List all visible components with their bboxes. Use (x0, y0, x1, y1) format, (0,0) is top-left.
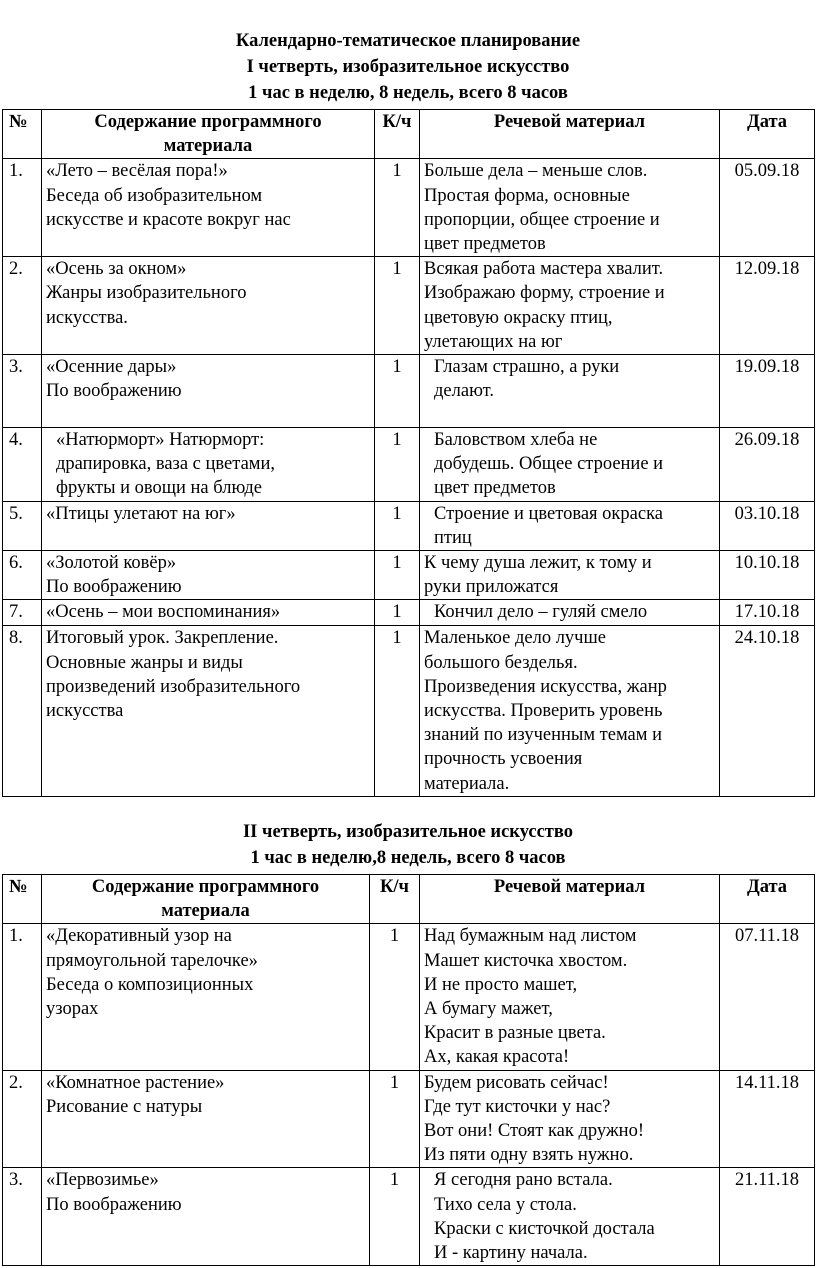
table-row (3, 501, 815, 550)
speech-line: Строение и цветовая окраска (434, 503, 664, 524)
speech-line: Из пяти одну взять нужно. (424, 1145, 634, 1166)
table-row (3, 924, 815, 1070)
header-date: Дата (720, 875, 815, 924)
row-speech-material (420, 159, 720, 257)
speech-line: Вот они! Стоят как дружно! (424, 1121, 644, 1142)
row-hours: 1 (375, 626, 420, 797)
row-hours: 1 (375, 159, 420, 257)
content-line: Основные жанры и виды (46, 652, 243, 673)
content-line: Рисование с натуры (46, 1096, 203, 1117)
speech-line: пропорции, общее строение и (424, 209, 660, 230)
row-speech-material (420, 428, 720, 502)
row-hours: 1 (375, 428, 420, 502)
table-row (3, 257, 815, 355)
row-number: 1. (3, 159, 42, 257)
table-row (3, 1070, 815, 1168)
row-speech-material (420, 924, 720, 1070)
row-hours: 1 (375, 551, 420, 600)
content-line: Беседа о композиционных (46, 974, 254, 995)
header-speech: Речевой материал (420, 110, 720, 159)
content-line: «Осень – мои воспоминания» (46, 602, 281, 623)
speech-line: улетающих на юг (424, 331, 563, 352)
row-hours: 1 (370, 1168, 420, 1266)
speech-line: Кончил дело – гуляй смело (434, 602, 648, 623)
section2-title-line: 1 час в неделю,8 недель, всего 8 часов (250, 848, 566, 868)
row-content (42, 257, 375, 355)
speech-line: Машет кисточка хвостом. (424, 950, 628, 971)
row-content (42, 428, 375, 502)
speech-line: птиц (434, 527, 472, 548)
speech-line: Маленькое дело лучше (424, 628, 606, 649)
table-header-row (3, 875, 815, 924)
header-content-line: Содержание программного (91, 877, 320, 897)
content-line: «Золотой ковёр» (46, 553, 177, 574)
row-date: 10.10.18 (720, 551, 815, 600)
speech-line: Над бумажным над листом (424, 926, 637, 947)
section1-title-line: 1 час в неделю, 8 недель, всего 8 часов (248, 83, 568, 103)
header-kch: К/ч (370, 875, 420, 924)
content-line: «Первозимье» (46, 1170, 159, 1191)
content-line: «Натюрморт» Натюрморт: (56, 430, 265, 451)
row-speech-material (420, 501, 720, 550)
content-line: прямоугольной тарелочке» (46, 950, 258, 971)
table-row (3, 159, 815, 257)
row-speech-material (420, 257, 720, 355)
section2-table (2, 874, 815, 1266)
row-number: 7. (3, 600, 42, 626)
header-kch: К/ч (375, 110, 420, 159)
row-number: 2. (3, 257, 42, 355)
speech-line: искусства. Проверить уровень (424, 701, 663, 722)
row-number: 1. (3, 924, 42, 1070)
row-number: 6. (3, 551, 42, 600)
speech-line: Баловством хлеба не (434, 430, 598, 451)
table-row (3, 626, 815, 797)
speech-line: Где тут кисточки у нас? (424, 1096, 611, 1117)
content-line: По воображению (46, 577, 182, 598)
row-date: 05.09.18 (720, 159, 815, 257)
section2-table-body (3, 924, 815, 1266)
content-line: Жанры изобразительного (46, 283, 247, 304)
speech-line: Всякая работа мастера хвалит. (424, 259, 664, 280)
row-content (42, 355, 375, 428)
speech-line: К чему душа лежит, к тому и (424, 553, 652, 574)
content-line: произведений изобразительного (46, 676, 301, 697)
row-hours: 1 (375, 501, 420, 550)
row-number: 3. (3, 1168, 42, 1266)
row-speech-material (420, 551, 720, 600)
row-content (42, 1168, 370, 1266)
header-speech: Речевой материал (420, 875, 720, 924)
row-date: 19.09.18 (720, 355, 815, 428)
speech-line: Я сегодня рано встала. (434, 1170, 613, 1191)
table-row (3, 355, 815, 428)
content-line: «Комнатное растение» (46, 1072, 225, 1093)
content-line: Итоговый урок. Закрепление. (46, 628, 279, 649)
row-date: 12.09.18 (720, 257, 815, 355)
row-number: 4. (3, 428, 42, 502)
speech-line: материала. (424, 773, 510, 794)
content-line: «Лето – весёлая пора!» (46, 161, 228, 182)
speech-line: Изображаю форму, строение и (424, 283, 665, 304)
header-content (42, 875, 370, 924)
table-row (3, 1168, 815, 1266)
header-content (42, 110, 375, 159)
content-line: По воображению (46, 381, 182, 402)
row-number: 8. (3, 626, 42, 797)
row-number: 2. (3, 1070, 42, 1168)
speech-line: прочность усвоения (424, 749, 583, 770)
row-date: 14.11.18 (720, 1070, 815, 1168)
row-speech-material (420, 600, 720, 626)
table-row (3, 600, 815, 626)
row-hours: 1 (370, 1070, 420, 1168)
content-line: искусстве и красоте вокруг нас (46, 209, 291, 230)
table-header-row (3, 110, 815, 159)
speech-line: Ах, какая красота! (424, 1047, 570, 1068)
content-line: «Осенние дары» (46, 357, 177, 378)
row-number: 5. (3, 501, 42, 550)
speech-line: Тихо села у стола. (434, 1194, 577, 1215)
speech-line: Будем рисовать сейчас! (424, 1072, 609, 1093)
row-content (42, 501, 375, 550)
content-line: фрукты и овощи на блюде (56, 478, 262, 499)
row-date: 24.10.18 (720, 626, 815, 797)
table-row (3, 551, 815, 600)
section1-title-line: I четверть, изобразительное искусство (246, 57, 570, 77)
section1-heading (0, 28, 816, 106)
speech-line: Красит в разные цвета. (424, 1023, 606, 1044)
row-speech-material (420, 355, 720, 428)
speech-line: Краски с кисточкой достала (434, 1218, 655, 1239)
content-line: «Осень за окном» (46, 259, 187, 280)
speech-line: Простая форма, основные (424, 185, 630, 206)
header-num: № (3, 875, 42, 924)
row-date: 26.09.18 (720, 428, 815, 502)
header-content-line: материала (163, 136, 253, 157)
content-line: драпировка, ваза с цветами, (56, 454, 276, 475)
row-hours: 1 (370, 924, 420, 1070)
row-speech-material (420, 1168, 720, 1266)
row-content (42, 159, 375, 257)
speech-line: большого безделья. (424, 652, 578, 673)
section1-table-body (3, 159, 815, 797)
speech-line: цвет предметов (434, 478, 556, 499)
header-date: Дата (720, 110, 815, 159)
speech-line: И не просто машет, (424, 974, 578, 995)
content-line: «Птицы улетают на юг» (46, 503, 236, 524)
section2-title-line: II четверть, изобразительное искусство (242, 822, 574, 842)
content-line: узорах (46, 999, 99, 1020)
row-date: 03.10.18 (720, 501, 815, 550)
content-line: По воображению (46, 1194, 182, 1215)
row-hours: 1 (375, 257, 420, 355)
speech-line: знаний по изученным темам и (424, 725, 662, 746)
row-content (42, 626, 375, 797)
row-hours: 1 (375, 600, 420, 626)
content-line: Беседа об изобразительном (46, 185, 263, 206)
speech-line: Больше дела – меньше слов. (424, 161, 648, 182)
speech-line: А бумагу мажет, (424, 999, 553, 1020)
header-num: № (3, 110, 42, 159)
speech-line: Глазам страшно, а руки (434, 357, 620, 378)
row-content (42, 924, 370, 1070)
speech-line: руки приложатся (424, 577, 559, 598)
section1-table (2, 109, 815, 797)
speech-line: делают. (434, 381, 494, 402)
table-row (3, 428, 815, 502)
header-content-line: Содержание программного (94, 112, 322, 132)
row-speech-material (420, 1070, 720, 1168)
row-date: 07.11.18 (720, 924, 815, 1070)
row-hours: 1 (375, 355, 420, 428)
speech-line: И - картину начала. (434, 1243, 588, 1264)
row-content (42, 1070, 370, 1168)
row-date: 21.11.18 (720, 1168, 815, 1266)
content-line: искусства. (46, 307, 128, 328)
content-line: искусства (46, 701, 124, 722)
speech-line: цвет предметов (424, 234, 546, 255)
speech-line: цветовую окраску птиц, (424, 307, 613, 328)
section2-heading (0, 819, 816, 871)
row-number: 3. (3, 355, 42, 428)
speech-line: добудешь. Общее строение и (434, 454, 664, 475)
row-content (42, 600, 375, 626)
speech-line: Произведения искусства, жанр (424, 676, 667, 697)
row-date: 17.10.18 (720, 600, 815, 626)
content-line: «Декоративный узор на (46, 926, 232, 947)
header-content-line: материала (161, 901, 250, 922)
row-speech-material (420, 626, 720, 797)
section1-title-line: Календарно-тематическое планирование (235, 31, 581, 51)
row-content (42, 551, 375, 600)
